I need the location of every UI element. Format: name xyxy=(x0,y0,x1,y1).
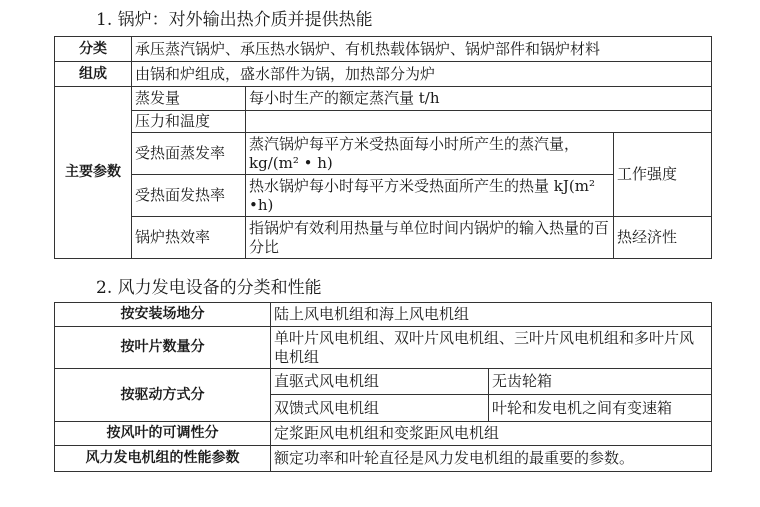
table-row xyxy=(55,87,712,111)
doubly-fed-type: 双馈式风电机组 xyxy=(271,395,489,422)
table-row xyxy=(55,422,712,446)
table-row xyxy=(55,369,712,395)
classification-value: 承压蒸汽锅炉、承压热水锅炉、有机热载体锅炉、锅炉部件和锅炉材料 xyxy=(132,37,712,62)
param-desc xyxy=(246,111,712,133)
table-row xyxy=(55,303,712,327)
param-desc: 每小时生产的额定蒸汽量 t/h xyxy=(246,87,712,111)
table-row xyxy=(55,446,712,472)
composition-value: 由锅和炉组成，盛水部件为锅，加热部分为炉 xyxy=(132,62,712,87)
by-blades-label: 按叶片数量分 xyxy=(55,327,271,369)
table-row xyxy=(55,327,712,369)
param-name: 锅炉热效率 xyxy=(132,217,246,259)
table-row xyxy=(55,111,712,133)
section1-heading: 1. 锅炉：对外输出热介质并提供热能 xyxy=(96,10,373,30)
param-desc: 热水锅炉每小时每平方米受热面所产生的热量 kJ(m² •h) xyxy=(246,175,614,217)
param-name: 受热面发热率 xyxy=(132,175,246,217)
table-row xyxy=(55,37,712,62)
wind-power-table xyxy=(54,302,712,472)
performance-label: 风力发电机组的性能参数 xyxy=(55,446,271,472)
param-desc: 蒸汽锅炉每平方米受热面每小时所产生的蒸汽量，kg/(m² • h) xyxy=(246,133,614,175)
table-row xyxy=(55,133,712,175)
economy-group: 热经济性 xyxy=(614,217,712,259)
by-pitch-label: 按风叶的可调性分 xyxy=(55,422,271,446)
by-pitch-value: 定浆距风电机组和变浆距风电机组 xyxy=(271,422,712,446)
section2-heading: 2. 风力发电设备的分类和性能 xyxy=(96,278,322,298)
param-name: 受热面蒸发率 xyxy=(132,133,246,175)
performance-value: 额定功率和叶轮直径是风力发电机组的最重要的参数。 xyxy=(271,446,712,472)
table-row xyxy=(55,175,712,217)
table-row xyxy=(55,62,712,87)
table-row xyxy=(55,217,712,259)
by-site-label: 按安装场地分 xyxy=(55,303,271,327)
work-intensity-group: 工作强度 xyxy=(614,133,712,217)
direct-drive-type: 直驱式风电机组 xyxy=(271,369,489,395)
composition-label: 组成 xyxy=(55,62,132,87)
by-drive-label: 按驱动方式分 xyxy=(55,369,271,422)
direct-drive-note: 无齿轮箱 xyxy=(489,369,712,395)
param-desc: 指锅炉有效利用热量与单位时间内锅炉的输入热量的百分比 xyxy=(246,217,614,259)
param-name: 蒸发量 xyxy=(132,87,246,111)
param-name: 压力和温度 xyxy=(132,111,246,133)
main-params-label: 主要参数 xyxy=(55,87,132,259)
boiler-table xyxy=(54,36,712,259)
by-blades-value: 单叶片风电机组、双叶片风电机组、三叶片风电机组和多叶片风电机组 xyxy=(271,327,712,369)
classification-label: 分类 xyxy=(55,37,132,62)
by-site-value: 陆上风电机组和海上风电机组 xyxy=(271,303,712,327)
doubly-fed-note: 叶轮和发电机之间有变速箱 xyxy=(489,395,712,422)
